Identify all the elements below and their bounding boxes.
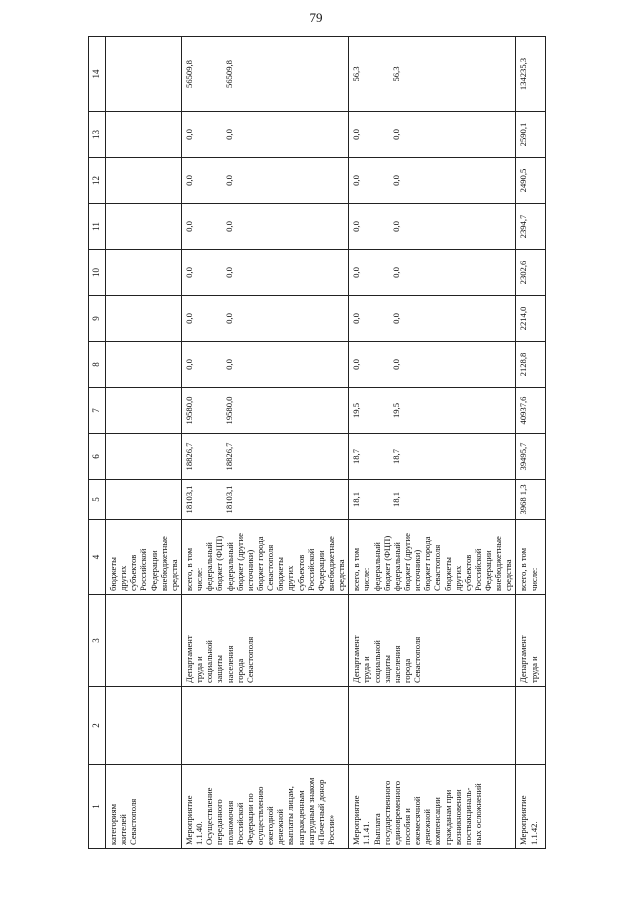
amount-value (242, 161, 260, 200)
amount-value (108, 391, 130, 430)
amount-value: 2490,5 (518, 168, 529, 193)
amount-value: 0,0 (223, 221, 234, 232)
table-row (349, 37, 516, 849)
amount-value: 18,7 (351, 448, 362, 465)
amount-value (409, 253, 427, 292)
amount-value: 56509,8 (223, 60, 234, 88)
amount-value (278, 345, 296, 384)
amount-value: 0,0 (223, 175, 234, 186)
amount-value: 0,0 (391, 129, 402, 140)
amount-value (278, 437, 296, 476)
amount-value (278, 115, 296, 154)
row-col1-cell: Мероприятие 1.1.40. Осуществление переданного полномочия Российской Федерации по осуществлению ежегодной денежной выплаты лицам, награжденным нагрудным знаком «Почетный донор России» (181, 765, 348, 849)
amount-value (409, 299, 427, 338)
funding-source-label: федеральный бюджет (другие источники) (224, 533, 255, 591)
funding-source-label: бюджет города Севастополя (422, 536, 443, 591)
amount-value (130, 299, 148, 338)
amount-value (260, 40, 278, 108)
amount-value (409, 437, 427, 476)
amount-value (445, 299, 463, 338)
amount-value (409, 161, 427, 200)
row-col3-cell: Департамент труда и (516, 595, 546, 687)
row-col3-cell: Департамент труда и социальной защиты населения города Севастополя (181, 595, 348, 687)
value-cell-col5 (349, 480, 516, 520)
amount-value (409, 115, 427, 154)
amount-value (130, 207, 148, 246)
amount-value (108, 483, 130, 516)
amount-value (445, 40, 463, 108)
amount-value (242, 115, 260, 154)
column-header-5: 5 (89, 480, 106, 520)
amount-value: 39495,7 (518, 442, 529, 471)
value-cell-col9 (106, 296, 182, 342)
value-cell-col11 (106, 204, 182, 250)
amount-value: 56,3 (391, 66, 402, 82)
funding-source-label: всего, в том числе: (518, 547, 539, 591)
value-cell-col13 (106, 112, 182, 158)
amount-value (206, 207, 224, 246)
funding-source-label: внебюджетные средства (158, 536, 179, 591)
amount-value (108, 207, 130, 246)
value-cell-col5 (516, 480, 546, 520)
amount-value: 18826,7 (183, 442, 194, 471)
amount-value (108, 253, 130, 292)
amount-value (427, 253, 445, 292)
funding-sources-cell (516, 520, 546, 595)
amount-value: 0,0 (391, 267, 402, 278)
amount-value: 19580,0 (223, 396, 234, 425)
amount-value (445, 207, 463, 246)
value-cell-col12 (181, 158, 348, 204)
amount-value (427, 299, 445, 338)
amount-value (260, 345, 278, 384)
amount-value: 0,0 (351, 175, 362, 186)
amount-value (260, 299, 278, 338)
row-col1-cell: категориям жителей Севастополя (106, 765, 182, 849)
amount-value (242, 299, 260, 338)
table-row (181, 37, 348, 849)
amount-value: 0,0 (351, 129, 362, 140)
value-cell-col6 (349, 434, 516, 480)
amount-value: 0,0 (183, 267, 194, 278)
value-cell-col10 (516, 250, 546, 296)
amount-value (445, 161, 463, 200)
amount-value (108, 161, 130, 200)
amount-value (409, 207, 427, 246)
amount-value: 2214,0 (518, 306, 529, 331)
amount-value (373, 437, 391, 476)
amount-value (206, 253, 224, 292)
amount-value (206, 115, 224, 154)
amount-value (278, 40, 296, 108)
amount-value: 3968 1,3 (518, 484, 529, 515)
amount-value (445, 437, 463, 476)
amount-value: 18,1 (391, 491, 402, 508)
value-cell-col7 (106, 388, 182, 434)
funding-source-label: внебюджетные средства (493, 536, 514, 591)
value-cell-col13 (349, 112, 516, 158)
value-cell-col9 (516, 296, 546, 342)
value-cell-col10 (349, 250, 516, 296)
amount-value (278, 207, 296, 246)
value-cell-col11 (349, 204, 516, 250)
amount-value (373, 253, 391, 292)
amount-value: 0,0 (391, 221, 402, 232)
column-header-11: 11 (89, 204, 106, 250)
amount-value: 2302,6 (518, 260, 529, 285)
amount-value: 19580,0 (183, 396, 194, 425)
row-col2-cell (516, 687, 546, 765)
amount-value (427, 161, 445, 200)
rotated-table-sheet (88, 37, 586, 849)
value-cell-col7 (181, 388, 348, 434)
funding-source-label: всего, в том числе: (183, 547, 205, 591)
amount-value: 0,0 (391, 313, 402, 324)
amount-value (373, 345, 391, 384)
value-cell-col14 (181, 37, 348, 112)
amount-value: 0,0 (223, 129, 234, 140)
amount-value (373, 299, 391, 338)
amount-value (130, 345, 148, 384)
amount-value (373, 161, 391, 200)
amount-value (445, 115, 463, 154)
amount-value (242, 253, 260, 292)
amount-value: 0,0 (351, 313, 362, 324)
amount-value: 56,3 (351, 66, 362, 82)
funding-sources-cell (106, 520, 182, 595)
column-header-14: 14 (89, 37, 106, 112)
row-col1-cell: Мероприятие 1.1.41. Выплата государственного единовременного пособия и ежемесячной денежной компенсации гражданам при возникновении поствакциналь- ных осложнений (349, 765, 516, 849)
value-cell-col14 (106, 37, 182, 112)
amount-value (242, 437, 260, 476)
page-number: 79 (309, 10, 323, 25)
amount-value (242, 483, 260, 516)
amount-value (130, 40, 148, 108)
amount-value: 0,0 (223, 313, 234, 324)
funding-source-label: внебюджетные средства (325, 536, 347, 591)
value-cell-col7 (349, 388, 516, 434)
amount-value (108, 437, 130, 476)
amount-value (206, 161, 224, 200)
column-header-3: 3 (89, 595, 106, 687)
amount-value (130, 115, 148, 154)
amount-value: 2128,8 (518, 352, 529, 377)
column-header-7: 7 (89, 388, 106, 434)
amount-value (206, 345, 224, 384)
funding-source-label: бюджет города Севастополя (254, 536, 276, 591)
amount-value (242, 207, 260, 246)
column-header-9: 9 (89, 296, 106, 342)
amount-value (206, 299, 224, 338)
amount-value: 56509,8 (183, 60, 194, 88)
amount-value (427, 345, 445, 384)
value-cell-col11 (516, 204, 546, 250)
row-col2-cell (181, 687, 348, 765)
amount-value (409, 391, 427, 430)
funding-source-label: бюджеты других субъектов Российской Федерации (442, 548, 494, 591)
amount-value (130, 391, 148, 430)
column-header-6: 6 (89, 434, 106, 480)
amount-value (206, 40, 224, 108)
value-cell-col10 (106, 250, 182, 296)
amount-value (130, 253, 148, 292)
amount-value (130, 161, 148, 200)
amount-value (427, 115, 445, 154)
row-col3-cell (106, 595, 182, 687)
amount-value (278, 161, 296, 200)
header-row (89, 37, 106, 849)
value-cell-col10 (181, 250, 348, 296)
amount-value (278, 391, 296, 430)
value-cell-col8 (181, 342, 348, 388)
amount-value: 18103,1 (183, 485, 194, 514)
amount-value (445, 483, 463, 516)
column-header-1: 1 (89, 765, 106, 849)
amount-value: 19,5 (351, 402, 362, 419)
value-cell-col12 (349, 158, 516, 204)
amount-value (445, 345, 463, 384)
value-cell-col13 (181, 112, 348, 158)
amount-value: 18,1 (351, 491, 362, 508)
value-cell-col13 (516, 112, 546, 158)
column-header-2: 2 (89, 687, 106, 765)
value-cell-col14 (516, 37, 546, 112)
value-cell-col8 (349, 342, 516, 388)
amount-value (373, 483, 391, 516)
funding-sources-cell (349, 520, 516, 595)
amount-value: 134235,3 (518, 57, 529, 91)
amount-value (206, 437, 224, 476)
amount-value (130, 437, 148, 476)
amount-value: 2394,7 (518, 214, 529, 239)
amount-value (130, 483, 148, 516)
table-row (106, 37, 182, 849)
value-cell-col7 (516, 388, 546, 434)
value-cell-col5 (181, 480, 348, 520)
amount-value (427, 391, 445, 430)
amount-value (108, 40, 130, 108)
value-cell-col11 (181, 204, 348, 250)
row-col3-cell: Департамент труда и социальной защиты населения города Севастополя (349, 595, 516, 687)
amount-value (427, 40, 445, 108)
amount-value (278, 253, 296, 292)
amount-value: 0,0 (223, 267, 234, 278)
funding-source-label: бюджеты других субъектов Российской Федерации (108, 548, 159, 591)
amount-value (242, 391, 260, 430)
funding-source-label: федеральный бюджет (другие источники) (391, 533, 423, 591)
amount-value: 40937,6 (518, 396, 529, 425)
column-header-4: 4 (89, 520, 106, 595)
amount-value: 0,0 (183, 313, 194, 324)
value-cell-col14 (349, 37, 516, 112)
amount-value (108, 115, 130, 154)
value-cell-col6 (106, 434, 182, 480)
value-cell-col6 (181, 434, 348, 480)
amount-value (108, 345, 130, 384)
amount-value (373, 391, 391, 430)
amount-value (242, 345, 260, 384)
amount-value: 19,5 (391, 402, 402, 419)
amount-value (445, 253, 463, 292)
amount-value: 0,0 (183, 221, 194, 232)
amount-value: 18826,7 (223, 442, 234, 471)
funding-source-label: бюджеты других субъектов Российской Федерации (275, 548, 326, 591)
funding-source-label: федеральный бюджет (ФЦП) (204, 535, 225, 591)
amount-value (278, 483, 296, 516)
amount-value: 0,0 (183, 129, 194, 140)
column-header-10: 10 (89, 250, 106, 296)
amount-value (427, 483, 445, 516)
amount-value: 0,0 (351, 221, 362, 232)
amount-value (409, 40, 427, 108)
amount-value (278, 299, 296, 338)
funding-sources-cell (181, 520, 348, 595)
amount-value (260, 483, 278, 516)
value-cell-col5 (106, 480, 182, 520)
amount-value (108, 299, 130, 338)
amount-value: 18103,1 (223, 485, 234, 514)
budget-table (88, 36, 546, 849)
column-header-13: 13 (89, 112, 106, 158)
row-col2-cell (106, 687, 182, 765)
amount-value (206, 483, 224, 516)
amount-value: 0,0 (351, 267, 362, 278)
amount-value: 0,0 (183, 359, 194, 370)
amount-value (427, 437, 445, 476)
amount-value: 0,0 (351, 359, 362, 370)
amount-value: 0,0 (183, 175, 194, 186)
value-cell-col12 (106, 158, 182, 204)
funding-source-label: всего, в том числе: (351, 547, 372, 591)
amount-value (373, 115, 391, 154)
value-cell-col6 (516, 434, 546, 480)
value-cell-col12 (516, 158, 546, 204)
amount-value (260, 161, 278, 200)
value-cell-col9 (181, 296, 348, 342)
funding-source-label: федеральный бюджет (ФЦП) (371, 535, 392, 591)
column-header-8: 8 (89, 342, 106, 388)
amount-value (409, 345, 427, 384)
amount-value (427, 207, 445, 246)
row-col1-cell: Мероприятие 1.1.42. (516, 765, 546, 849)
value-cell-col8 (516, 342, 546, 388)
amount-value (206, 391, 224, 430)
column-header-12: 12 (89, 158, 106, 204)
amount-value (445, 391, 463, 430)
amount-value (260, 391, 278, 430)
amount-value (242, 40, 260, 108)
table-row (516, 37, 546, 849)
amount-value (260, 437, 278, 476)
amount-value: 0,0 (391, 359, 402, 370)
amount-value: 2590,1 (518, 122, 529, 147)
amount-value: 0,0 (223, 359, 234, 370)
rotated-table-container (88, 37, 586, 849)
value-cell-col8 (106, 342, 182, 388)
amount-value (373, 40, 391, 108)
amount-value (260, 253, 278, 292)
value-cell-col9 (349, 296, 516, 342)
amount-value: 18,7 (391, 448, 402, 465)
amount-value (373, 207, 391, 246)
amount-value: 0,0 (391, 175, 402, 186)
amount-value (409, 483, 427, 516)
amount-value (260, 115, 278, 154)
amount-value (260, 207, 278, 246)
row-col2-cell (349, 687, 516, 765)
